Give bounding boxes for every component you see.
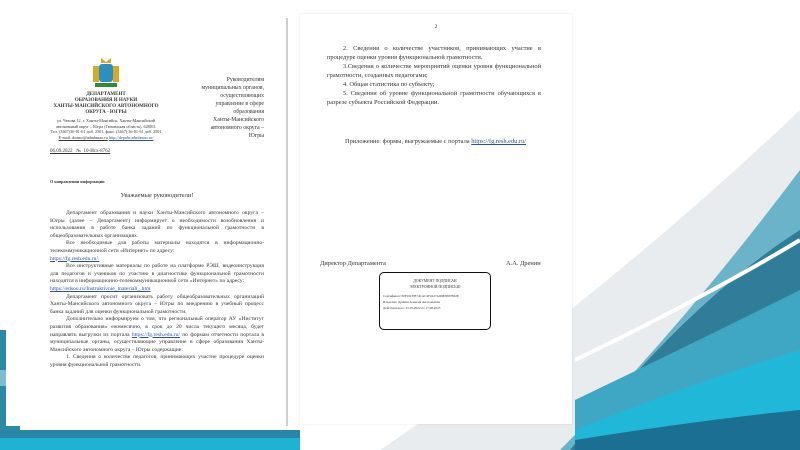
letter-date-number (50, 148, 110, 156)
resh-link[interactable]: https://fg.resh.edu.ru/. (50, 255, 100, 262)
letter-subject: О направлении информации (50, 179, 105, 184)
letter-page-2 (300, 14, 572, 424)
recipient-line: Югры (248, 133, 264, 139)
list-item: 4. Общая статистика по субъекту; (343, 81, 435, 88)
website-link[interactable]: http://depobr.admhmao.ru/ (108, 134, 154, 140)
page-number: 2 (434, 24, 438, 30)
recipient-line: управление в сфере (215, 101, 264, 107)
paragraph: Дополнительно информируем о том, что региональный оператор АУ «Институт развития образования» ежемесячно, в срок до 20 числа текущего месяца, будет направлять выгрузки из портала (50, 316, 264, 338)
paragraph: Департамент просит организовать работу общеобразовательных организаций Ханты-Мансийского автономного округа – Югры по внедрению в учебный процесс банка заданий для оценки функциональной грамотности. (50, 293, 264, 315)
letter-body-continued (327, 44, 541, 107)
recipient-line: автономного округа – (210, 125, 264, 131)
stamp-certificate: Сертификат: 00F19CEB74CAC4F4227A0DE9587E62E (383, 294, 459, 298)
recipient-line: муниципальных органов, (201, 85, 264, 91)
coat-of-arms-emblem (92, 58, 120, 90)
stamp-title: ЭЛЕКТРОННОЙ ПОДПИСЬЮ (409, 285, 461, 289)
recipient-line: образования (233, 109, 264, 115)
signer-name: А.А. Дренин (506, 260, 541, 267)
stamp-validity: Действителен с 25.05.2022 по 17.08.2023 (383, 306, 441, 310)
address-line: автономный округ – Югра (Тюменская область), 628011 (56, 123, 156, 129)
list-item: 5. Сведения об уровне функциональной грамотности обучающихся в разрезе субъекта Российской Федерации. (327, 90, 541, 106)
attachment-label: Приложение: формы, выгружаемые с портала (345, 138, 470, 145)
department-line: ОКРУГА - ЮГРЫ (85, 110, 127, 115)
letter-body (50, 210, 264, 369)
recipient-line: Руководителям (226, 77, 264, 83)
list-item: 1. Сведения о количестве педагогов, принимающих участие процедуре оценки уровня функциональной грамотности. (50, 354, 264, 368)
letter-page-1 (6, 18, 288, 426)
electronic-signature-stamp (379, 272, 491, 330)
list-item: 2. Сведения о количестве участников, принимающих участие в процедуре оценки уровня функциональной грамотности. (327, 45, 541, 61)
edsoo-link[interactable]: https://edsoo.ru/Instruktivnie_materiali_.htm (50, 285, 151, 292)
address-line: ул. Чехова 12, г. Ханты-Мансийск, Ханты-Мансийский (56, 118, 156, 123)
stamp-title: ДОКУМЕНТ ПОДПИСАН (413, 279, 457, 283)
stamp-owner: Владелец: Дренин Алексей Анатольевич (383, 300, 441, 304)
department-address (36, 118, 176, 140)
address-line: Тел. (3467)36-01-61 доб. 2501, факс: (3467) 36-01-61 доб. 2501 (50, 129, 162, 135)
resh-link[interactable]: https://fg.resh.edu.ru/ (131, 331, 180, 338)
recipient-line: Ханты-Мансийского (213, 117, 264, 123)
recipient-block (188, 76, 264, 140)
recipient-line: осуществляющих (220, 93, 264, 99)
department-line: ДЕПАРТАМЕНТ (86, 92, 126, 97)
greeting: Уважаемые руководители! (120, 192, 194, 199)
letter-number: 10-Исх-8762 (83, 149, 111, 154)
paragraph: Все необходимые для работы материалы находятся в информационно-телекоммуникационной сети «Интернет» по адресу: (50, 240, 264, 254)
signer-title: Директор Департамента (320, 260, 386, 267)
letter-date: 06.09.2022 (50, 149, 73, 154)
attachment-line (345, 138, 526, 146)
list-item: 3.Сведения о количестве мероприятий оценки уровня функциональной грамотности, созданных педагогами; (327, 63, 541, 79)
attachment-link[interactable]: https://fg.resh.edu.ru/ (471, 138, 527, 145)
department-line: ОБРАЗОВАНИЯ И НАУКИ (74, 98, 138, 103)
paragraph: Все инструктивные материалы по работе на платформе РЭШ, видеоинструкция для педагогов и учеников по участию в диагностике функциональной грамотности находятся в информационно-телекоммуникационной сети «Интернет» по адресу: (50, 263, 264, 285)
paragraph: по формам отчетности портала в муниципальные органы, осуществляющие управление в сфере образования Ханты-Мансийского автономного округа – Югры содержащие: (50, 331, 264, 353)
department-header (44, 92, 168, 116)
department-line: ХАНТЫ-МАНСИЙСКОГО АВТОНОМНОГО (53, 104, 159, 109)
number-label: № (76, 149, 82, 154)
paragraph: Департамент образования и науки Ханты-Мансийского автономного округа – Югры (далее – Департамент) информирует о необходимости возобновления и использования в работе банка заданий по функциональной грамотности в общеобразовательных организациях. (50, 210, 264, 239)
email-link[interactable]: E-mail: dozmr@admhmao.ru (58, 134, 108, 140)
